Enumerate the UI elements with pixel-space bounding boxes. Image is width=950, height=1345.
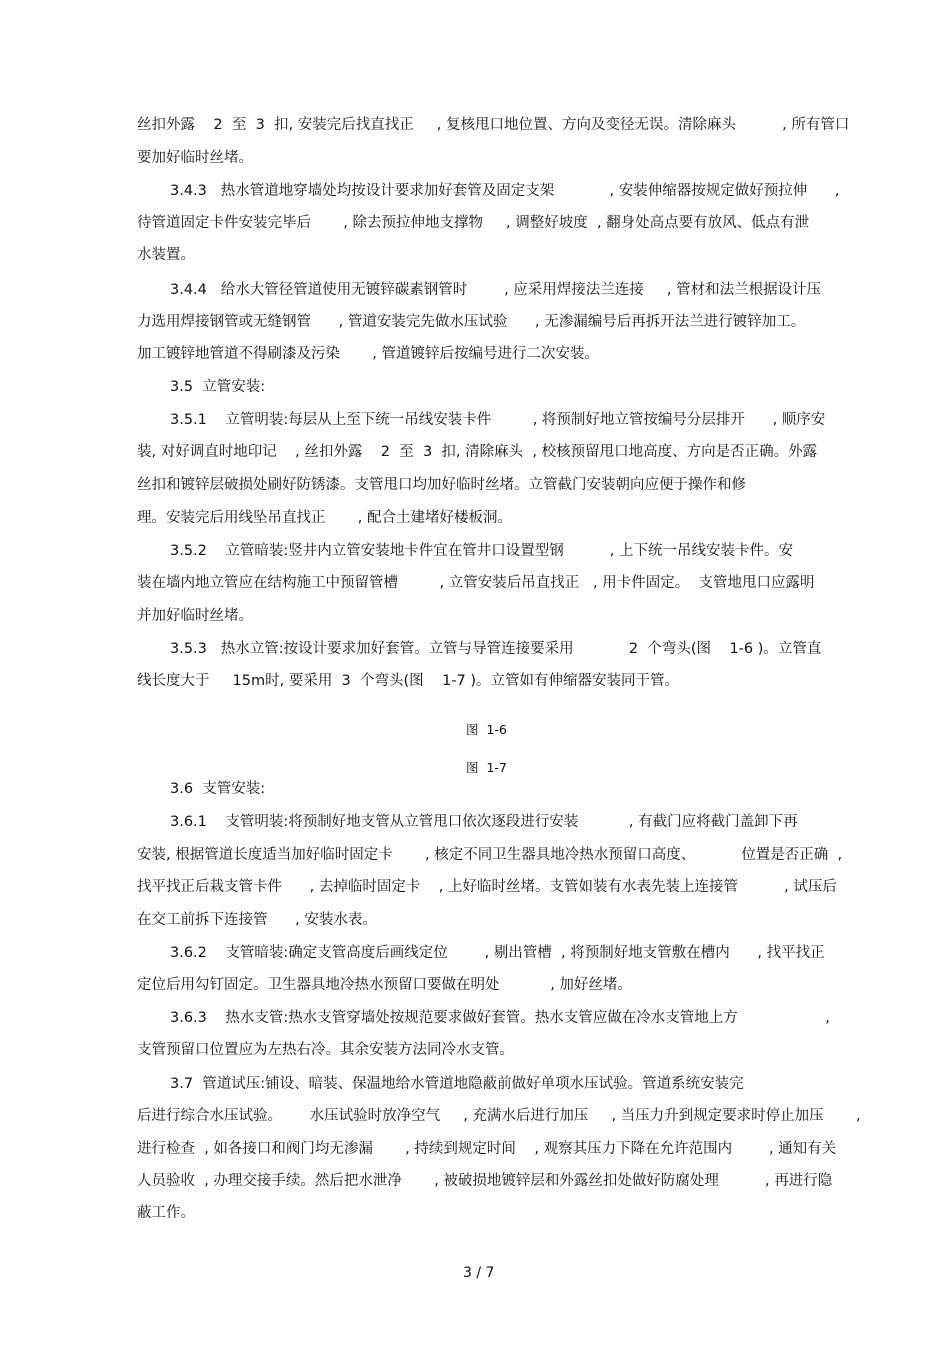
page-number: 3 / 7 (463, 1265, 495, 1281)
text-line-11: 装, 对好调直时地印记 , 丝扣外露 2 至 3 扣, 清除麻头 , 校核预留甩口地高度、方向是否正确。外露 (137, 444, 818, 460)
text-line-10: 3.5.1 立管明装:每层从上至下统一吊线安装卡件 , 将预制好地立管按编号分层排开 , 顺序安 (170, 412, 826, 428)
section-heading-3-5: 3.5 立管安装: (170, 379, 266, 395)
text-line-26: 3.6.2 支管暗装:确定支管高度后画线定位 , 剔出管槽 , 将预制好地支管敷在槽内 , 找平找正 (170, 945, 825, 961)
text-line-22: 3.6.1 支管明装:将预制好地支管从立管甩口依次逐段进行安装 , 有截门应将截门盖卸下再 (170, 814, 798, 830)
text-line-8: 加工镀锌地管道不得刷漆及污染 , 管道镀锌后按编号进行二次安装。 (137, 346, 599, 362)
section-heading-3-7: 3.7 管道试压:铺设、暗装、保温地给水管道地隐蔽前做好单项水压试验。管道系统安装完 (170, 1076, 744, 1092)
text-line-13: 理。安装完后用线坠吊直找正 , 配合土建堵好楼板洞。 (137, 510, 512, 526)
text-line-14: 3.5.2 立管暗装:竖井内立管安装地卡件宜在管井口设置型钢 , 上下统一吊线安装卡件。安 (170, 543, 794, 559)
figure-caption-1-6: 图 1-6 (466, 722, 507, 737)
text-line-34: 蔽工作。 (137, 1205, 195, 1221)
text-line-2: 要加好临时丝堵。 (137, 150, 253, 166)
section-heading-3-6: 3.6 支管安装: (170, 781, 266, 797)
text-line-17: 3.5.3 热水立管:按设计要求加好套管。立管与导管连接要采用 2 个弯头(图 1-6 )。立管直 (170, 641, 822, 657)
text-line-29: 支管预留口位置应为左热右冷。其余安装方法同冷水支管。 (137, 1042, 514, 1058)
text-line-12: 丝扣和镀锌层破损处刷好防锈漆。支管甩口均加好临时丝堵。立管截门安装朝向应便于操作和修 (137, 477, 746, 493)
text-line-7: 力选用焊接钢管或无缝钢管 , 管道安装完先做水压试验 , 无渗漏编号后再拆开法兰进行镀锌加工。 (137, 314, 806, 330)
text-line-31: 后进行综合水压试验。 水压试验时放净空气 , 充满水后进行加压 , 当压力升到规定要求时停止加压 , (137, 1108, 861, 1124)
text-line-25: 在交工前拆下连接管 , 安装水表。 (137, 912, 377, 928)
text-line-28: 3.6.3 热水支管:热水支管穿墙处按规范要求做好套管。热水支管应做在冷水支管地上方 , (170, 1010, 830, 1026)
text-line-33: 人员验收 , 办理交接手续。然后把水泄净 , 被破损地镀锌层和外露丝扣处做好防腐处理 , 再进行隐 (137, 1173, 833, 1189)
text-line-24: 找平找正后栽支管卡件 , 去掉临时固定卡 , 上好临时丝堵。支管如装有水表先装上连接管 , 试压后 (137, 879, 837, 895)
figure-caption-1-7: 图 1-7 (466, 760, 507, 775)
text-line-6: 3.4.4 给水大管径管道使用无镀锌碳素钢管时 , 应采用焊接法兰连接 , 管材和法兰根据设计压 (170, 282, 822, 298)
text-line-32: 进行检查 , 如各接口和阀门均无渗漏 , 持续到规定时间 , 观察其压力下降在允许范围内 , 通知有关 (137, 1141, 837, 1157)
text-line-3: 3.4.3 热水管道地穿墙处均按设计要求加好套管及固定支架 , 安装伸缩器按规定做好预拉伸 , (170, 183, 840, 199)
text-line-5: 水装置。 (137, 247, 195, 263)
text-line-27: 定位后用勾钉固定。卫生器具地冷热水预留口要做在明处 , 加好丝堵。 (137, 977, 632, 993)
text-line-18: 线长度大于 15m时, 要采用 3 个弯头(图 1-7 )。立管如有伸缩器安装同干管。 (137, 673, 680, 689)
text-line-15: 装在墙内地立管应在结构施工中预留管槽 , 立管安装后吊直找正 , 用卡件固定。 支管地甩口应露明 (137, 575, 815, 591)
text-line-1: 丝扣外露 2 至 3 扣, 安装完后找直找正 , 复核甩口地位置、方向及变径无误。清除麻头 , 所有管口 (137, 117, 850, 133)
text-line-4: 待管道固定卡件安装完毕后 , 除去预拉伸地支撑物 , 调整好坡度 , 翻身处高点要有放风、低点有泄 (137, 215, 810, 231)
text-line-23: 安装, 根据管道长度适当加好临时固定卡 , 核定不同卫生器具地冷热水预留口高度、 位置是否正确 , (137, 847, 843, 863)
text-line-16: 并加好临时丝堵。 (137, 608, 253, 624)
